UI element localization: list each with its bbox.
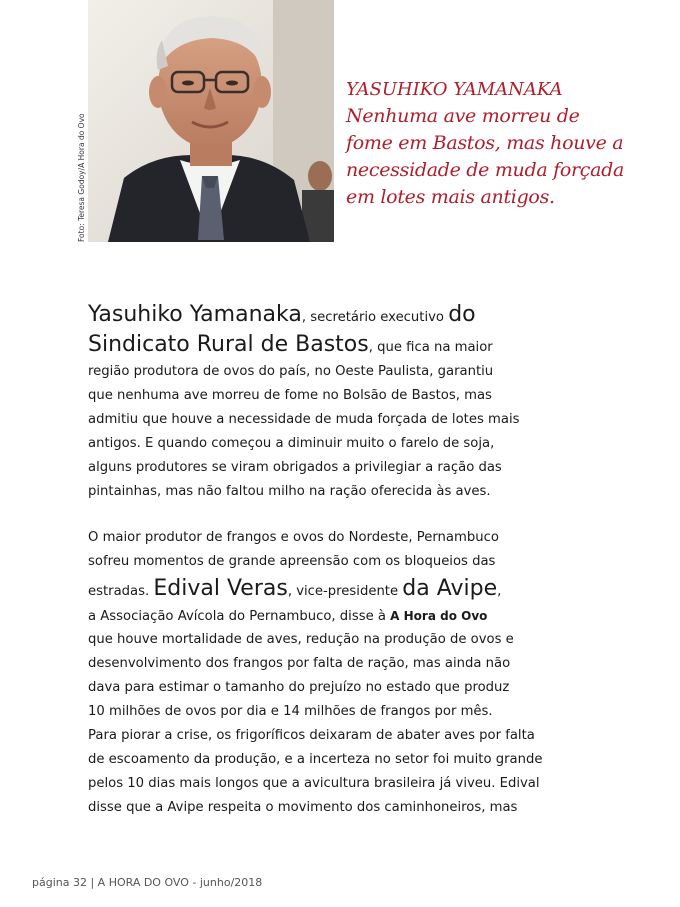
article-line: dava para estimar o tamanho do prejuízo no estado que produz xyxy=(88,680,510,695)
article-line: pintainhas, mas não faltou milho na ração oferecida às aves. xyxy=(88,484,491,499)
photo-credit: Foto: Teresa Godoy/A Hora do Ovo xyxy=(77,113,86,242)
article-line: de escoamento da produção, e a incerteza no setor foi muito grande xyxy=(88,752,543,767)
article-line: antigos. E quando começou a diminuir muito o farelo de soja, xyxy=(88,436,495,451)
article-line: que houve mortalidade de aves, redução na produção de ovos e xyxy=(88,632,514,647)
article-text: , secretário executivo xyxy=(301,310,449,325)
article-text: , xyxy=(497,584,502,599)
article-line: 10 milhões de ovos por dia e 14 milhões de frangos por mês. xyxy=(88,704,493,719)
article-line: sofreu momentos de grande apreensão com os bloqueios das xyxy=(88,554,496,569)
article-line: admitiu que houve a necessidade de muda forçada de lotes mais xyxy=(88,412,520,427)
publication-name: A Hora do Ovo xyxy=(390,609,488,623)
article-line: O maior produtor de frangos e ovos do Nordeste, Pernambuco xyxy=(88,530,499,545)
organization-name: Sindicato Rural de Bastos xyxy=(88,332,369,357)
article-line: que nenhuma ave morreu de fome no Bolsão de Bastos, mas xyxy=(88,388,492,403)
article-text: , que fica na maior xyxy=(368,340,493,355)
paragraph-gap xyxy=(88,504,648,526)
article-line: alguns produtores se viram obrigados a privilegiar a ração das xyxy=(88,460,502,475)
article-body xyxy=(88,300,648,820)
organization-name: da Avipe xyxy=(402,576,498,601)
article-line: pelos 10 dias mais longos que a avicultura brasileira já viveu. Edival xyxy=(88,776,540,791)
pull-quote-line: fome em Bastos, mas houve a xyxy=(346,132,624,154)
article-line: Para piorar a crise, os frigoríficos deixaram de abater aves por falta xyxy=(88,728,535,743)
article-highlight: do xyxy=(448,302,476,327)
person-name: Yasuhiko Yamanaka xyxy=(88,302,302,327)
article-line xyxy=(88,604,648,628)
article-line: região produtora de ovos do país, no Oeste Paulista, garantiu xyxy=(88,364,494,379)
article-text: a Associação Avícola do Pernambuco, disse à xyxy=(88,609,391,624)
article-line xyxy=(88,574,648,604)
portrait-photo xyxy=(88,0,334,242)
pull-quote-name: YASUHIKO YAMANAKA xyxy=(346,79,563,100)
pull-quote-line: necessidade de muda forçada xyxy=(346,159,625,181)
pull-quote-line: em lotes mais antigos. xyxy=(346,186,555,208)
article-text: estradas. xyxy=(88,584,154,599)
page-footer: página 32 | A HORA DO OVO - junho/2018 xyxy=(32,876,263,889)
article-line xyxy=(88,300,648,330)
person-name: Edival Veras xyxy=(153,576,288,601)
article-line xyxy=(88,330,648,360)
article-line: desenvolvimento dos frangos por falta de ração, mas ainda não xyxy=(88,656,511,671)
pull-quote-line: Nenhuma ave morreu de xyxy=(346,105,580,127)
pull-quote xyxy=(346,76,666,211)
article-text: , vice-presidente xyxy=(287,584,403,599)
article-line: disse que a Avipe respeita o movimento dos caminhoneiros, mas xyxy=(88,800,518,815)
